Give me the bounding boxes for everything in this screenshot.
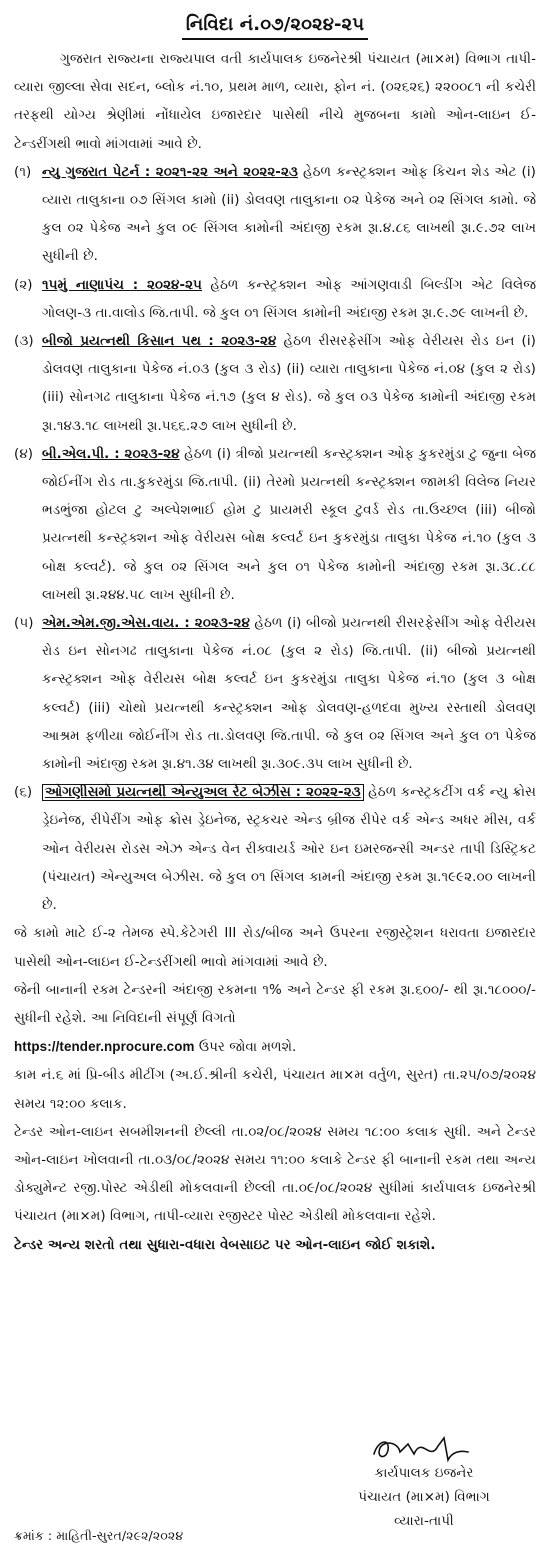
work-item-4 [14,441,536,610]
notice-title: નિવિદા નં.૦૭/૨૦૨૪-૨૫ [182,12,368,40]
work-item-6 [14,779,536,920]
work-item-1 [14,159,536,272]
signatory-title: કાર્યપાલક ઇજનેર [374,1466,474,1481]
item-body [42,272,536,328]
item-body [42,779,536,920]
item-text: હેઠળ કન્સ્ટ્રક્શન ઓફ આંગણવાડી બિલ્ડીંગ એટ વિલેજ ગોલણ-૩ તા.વાલોડ જિ.તાપી. જે કુલ ૦૧ સિંગલ કામોની અંદાજી રકમ રૂા.૯.૭૯ લાખની છે. [42,277,536,321]
dates-paragraph: ટેન્ડર ઓન-લાઇન સબમીશનની છેલ્લી તા.૦૨/૦૮/૨૦૨૪ સમય ૧૮:૦૦ કલાક સુધી. અને ટેન્ડર ઓન-લાઇન ખોલવાની તા.૦૩/૦૮/૨૦૨૪ સમય ૧૧:૦૦ કલાકે ટેન્ડર ફી બાનાની રકમ તથા અન્ય ડોક્યુમેન્ટ રજી.પોસ્ટ એડીથી મોકલવાની છેલ્લી તા.૦૯/૦૮/૨૦૨૪ સુધીમાં કાર્યપાલક ઇજનેરશ્રી પંચાયત (મા×મ) વિભાગ, તાપી-વ્યારા રજીસ્ટર પોસ્ટ એડીથી મોકલવાના રહેશે. [14,1124,536,1225]
item-heading: ૧૫મું નાણાપંચ : ૨૦૨૪-૨૫ [42,277,202,293]
signature-block [324,1432,524,1534]
item-text: હેઠળ (i) ત્રીજો પ્રયત્નથી કન્સ્ટ્રક્શન ઓફ કુકરમુંડા ટુ જુના બેજ જોઈનીંગ રોડ તા.કુકરમુંડા જિ.તાપી. (ii) તેરમો પ્રયત્નથી કન્સ્ટ્રક્શન જામકી વિલેજ નિયર ભડભુંજા હોટલ ટુ અલ્પેશભાઈ હોમ ટુ પ્રાયમરી સ્કૂલ ટુવર્ડ રોડ તા.ઉચ્છલ (iii) બીજો પ્રયત્નથી કન્સ્ટ્રક્શન ઓફ વેરીયસ બોક્ષ કલ્વર્ટ ઇન કુકરમુંડા તાલુકા પેકેજ નં.૧૦ (કુલ ૩ બોક્ષ કલ્વર્ટ). જે કુલ ૦૨ સિંગલ અને કુલ ૦૧ પેકેજ કામોની અંદાજી રકમ રૂા.૩૮.૮૮ લાખથી રૂા.૨૪૪.૫૮ લાખ સુધીની છે. [42,446,536,603]
prebid-paragraph: કામ નં.૬ માં પ્રિ-બીડ મીટીંગ (અ.ઈ.શ્રીની કચેરી, પંચાયત મા×મ વર્તુળ, સુરત) તા.૨૫/૦૭/૨૦૨૪ સમય ૧૨:૦૦ કલાક. [14,1068,536,1112]
item-body [42,441,536,610]
item-heading: ઓગણીસમો પ્રયત્નથી એન્યુઅલ રેટ બેઝીસ : ૨૦૨૨-૨૩ [42,784,364,801]
item-number: (૪) [14,446,34,462]
url-suffix: ઉપર જોવા મળશે. [194,1040,297,1056]
fees-text: જેની બાનાની રકમ ટેન્ડરની અંદાજી રકમના ૧% અને ટેન્ડર ફી રકમ રૂા.૬૦૦/- થી રૂા.૧૮૦૦૦/- સુધીની રહેશે. આ નિવિદાની સંપૂર્ણ વિગતો [14,982,536,1026]
intro-paragraph: ગુજરાત રાજ્યના રાજ્યપાલ વતી કાર્યપાલક ઇજનેરશ્રી પંચાયત (મા×મ) વિભાગ તાપી-વ્યારા જીલ્લા સેવા સદન, બ્લોક નં.૧૦, પ્રથમ માળ, વ્યારા, ફોન નં. (૦૨૬૨૬) ૨૨૦૦૮૧ ની કચેરી તરફથી યોગ્ય શ્રેણીમાં નોંધાયેલ ઇજારદાર પાસેથી નીચે મુજબના કામો ઓન-લાઇન ઈ-ટેન્ડરીંગથી ભાવો માંગવામાં આવે છે. [14,52,536,152]
work-item-3 [14,328,536,441]
title-wrap [14,12,536,42]
signatory-department: પંચાયત (મા×મ) વિભાગ [358,1490,490,1505]
item-heading: ન્યુ ગુજરાત પેટર્ન : ૨૦૨૧-૨૨ અને ૨૦૨૨-૨૩ [42,164,298,180]
item-body [42,159,536,272]
registration-paragraph: જે કામો માટે ઈ-૨ તેમજ સ્પે.કેટેગરી III રોડ/બીજ અને ઉપરના રજીસ્ટ્રેશન ધરાવતા ઇજારદાર પાસેથી ઓન-લાઇન ઈ-ટેન્ડરીંગથી ભાવો માંગવામાં આવે છે. [14,926,536,970]
signatory-location: વ્યારા-તાપી [394,1514,454,1529]
item-number: (૨) [14,277,33,293]
work-item-2 [14,272,536,328]
item-text: હેઠળ કન્સ્ટ્રકટીંગ વર્ક ન્યુ ક્રોસ ડ્રેઇનેજ, રીપેરીંગ ઓફ ક્રોસ ડ્રેઇનેજ, સ્ટ્રકચર એન્ડ બ્રીજ રીપેર વર્ક એન્ડ અધર મીસ, વર્ક ઓન વેરીયસ રોડસ એઝ એન્ડ વેન રીક્વાયર્ડ ઓર ઇન ઇમરજન્સી અન્ડર તાપી ડિસ્ટ્રિકટ (પંચાયત) એન્યુઅલ બેઝીસ. જે કુલ ૦૧ સિંગલ કામની અંદાજી રકમ રૂા.૧૯૯૨.૦૦ લાખની છે. [42,785,537,914]
item-text: હેઠળ કન્સ્ટ્રક્શન ઓફ કિચન શેડ એટ (i) વ્યારા તાલુકાના ૦૭ સિંગલ કામો (ii) ડોલવણ તાલુકાના ૦૨ પેકેજ અને ૦૨ સિંગલ કામો. જે કુલ ૦૨ પેકેજ અને કુલ ૦૯ સિંગલ કામોની અંદાજી રકમ રૂા.૪.૮૬ લાખથી રૂા.૯.૭૨ લાખ સુધીની છે. [42,164,536,265]
signature-icon [364,1432,484,1466]
item-text: હેઠળ રીસરફેસીંગ ઓફ વેરીયસ રોડ ઇન (i) ડોલવણ તાલુકાના પેકેજ નં.૦૩ (કુલ ૩ રોડ) (ii) વ્યારા તાલુકાના પેકેજ નં.૦૪ (કુલ ૨ રોડ) (iii) સોનગઢ તાલુકાના પેકેજ નં.૧૭ (કુલ ૪ રોડ). જે કુલ ૦૩ પેકેજ કામોની અંદાજી રકમ રૂા.૧૪૩.૧૮ લાખથી રૂા.૫૬૬.૨૭ લાખ સુધીની છે. [42,334,536,434]
item-number: (૫) [14,616,34,632]
item-heading: એમ.એમ.જી.એસ.વાય. : ૨૦૨૩-૨૪ [42,616,250,632]
reference-number: ક્રમાંક : માહિતી-સુરત/૨૯૨/૨૦૨૪ [14,1528,184,1543]
fees-paragraph [14,977,536,1063]
item-heading: બી.એલ.પી. : ૨૦૨૩-૨૪ [42,446,180,462]
item-body [42,610,536,779]
item-number: (૩) [14,334,34,350]
item-body [42,328,536,441]
tender-website-link[interactable]: https://tender.nprocure.com [14,1039,195,1055]
other-conditions-line: ટેન્ડર અન્ય શરતો તથા સુધારા-વધારા વેબસાઇટ પર ઓન-લાઇન જોઈ શકાશે. [14,1237,436,1253]
item-number: (૬) [14,785,33,801]
item-text: હેઠળ (i) બીજો પ્રયત્નથી રીસરફેસીંગ ઓફ વેરીયસ રોડ ઇન સોનગઢ તાલુકાના પેકેજ નં.૦૮ (કુલ ૨ રોડ) જિ.તાપી. (ii) બીજો પ્રયત્નથી કન્સ્ટ્રક્શન ઓફ વેરીયસ બોક્ષ કલ્વર્ટ ઇન કુકરમુંડા તાલુકા પેકેજ નં.૧૦ (કુલ ૩ બોક્ષ કલ્વર્ટ) (iii) ચોથો પ્રયત્નથી કન્સ્ટ્રક્શન ઓફ ડોલવણ-હળદવા મુખ્ય રસ્તાથી ડોલવણ આશ્રમ ફળીયા જોઈનીંગ રોડ તા.ડોલવણ જિ.તાપી. જે કુલ ૦૨ સિંગલ અને કુલ ૦૧ પેકેજ કામોની અંદાજી રકમ રૂા.૪૧.૩૪ લાખથી રૂા.૩૦૯.૩૫ લાખ સુધીની છે. [42,616,536,773]
item-heading: બીજો પ્રયત્નથી કિસાન પથ : ૨૦૨૩-૨૪ [42,334,277,350]
item-number: (૧) [14,164,32,180]
work-item-5 [14,610,536,779]
